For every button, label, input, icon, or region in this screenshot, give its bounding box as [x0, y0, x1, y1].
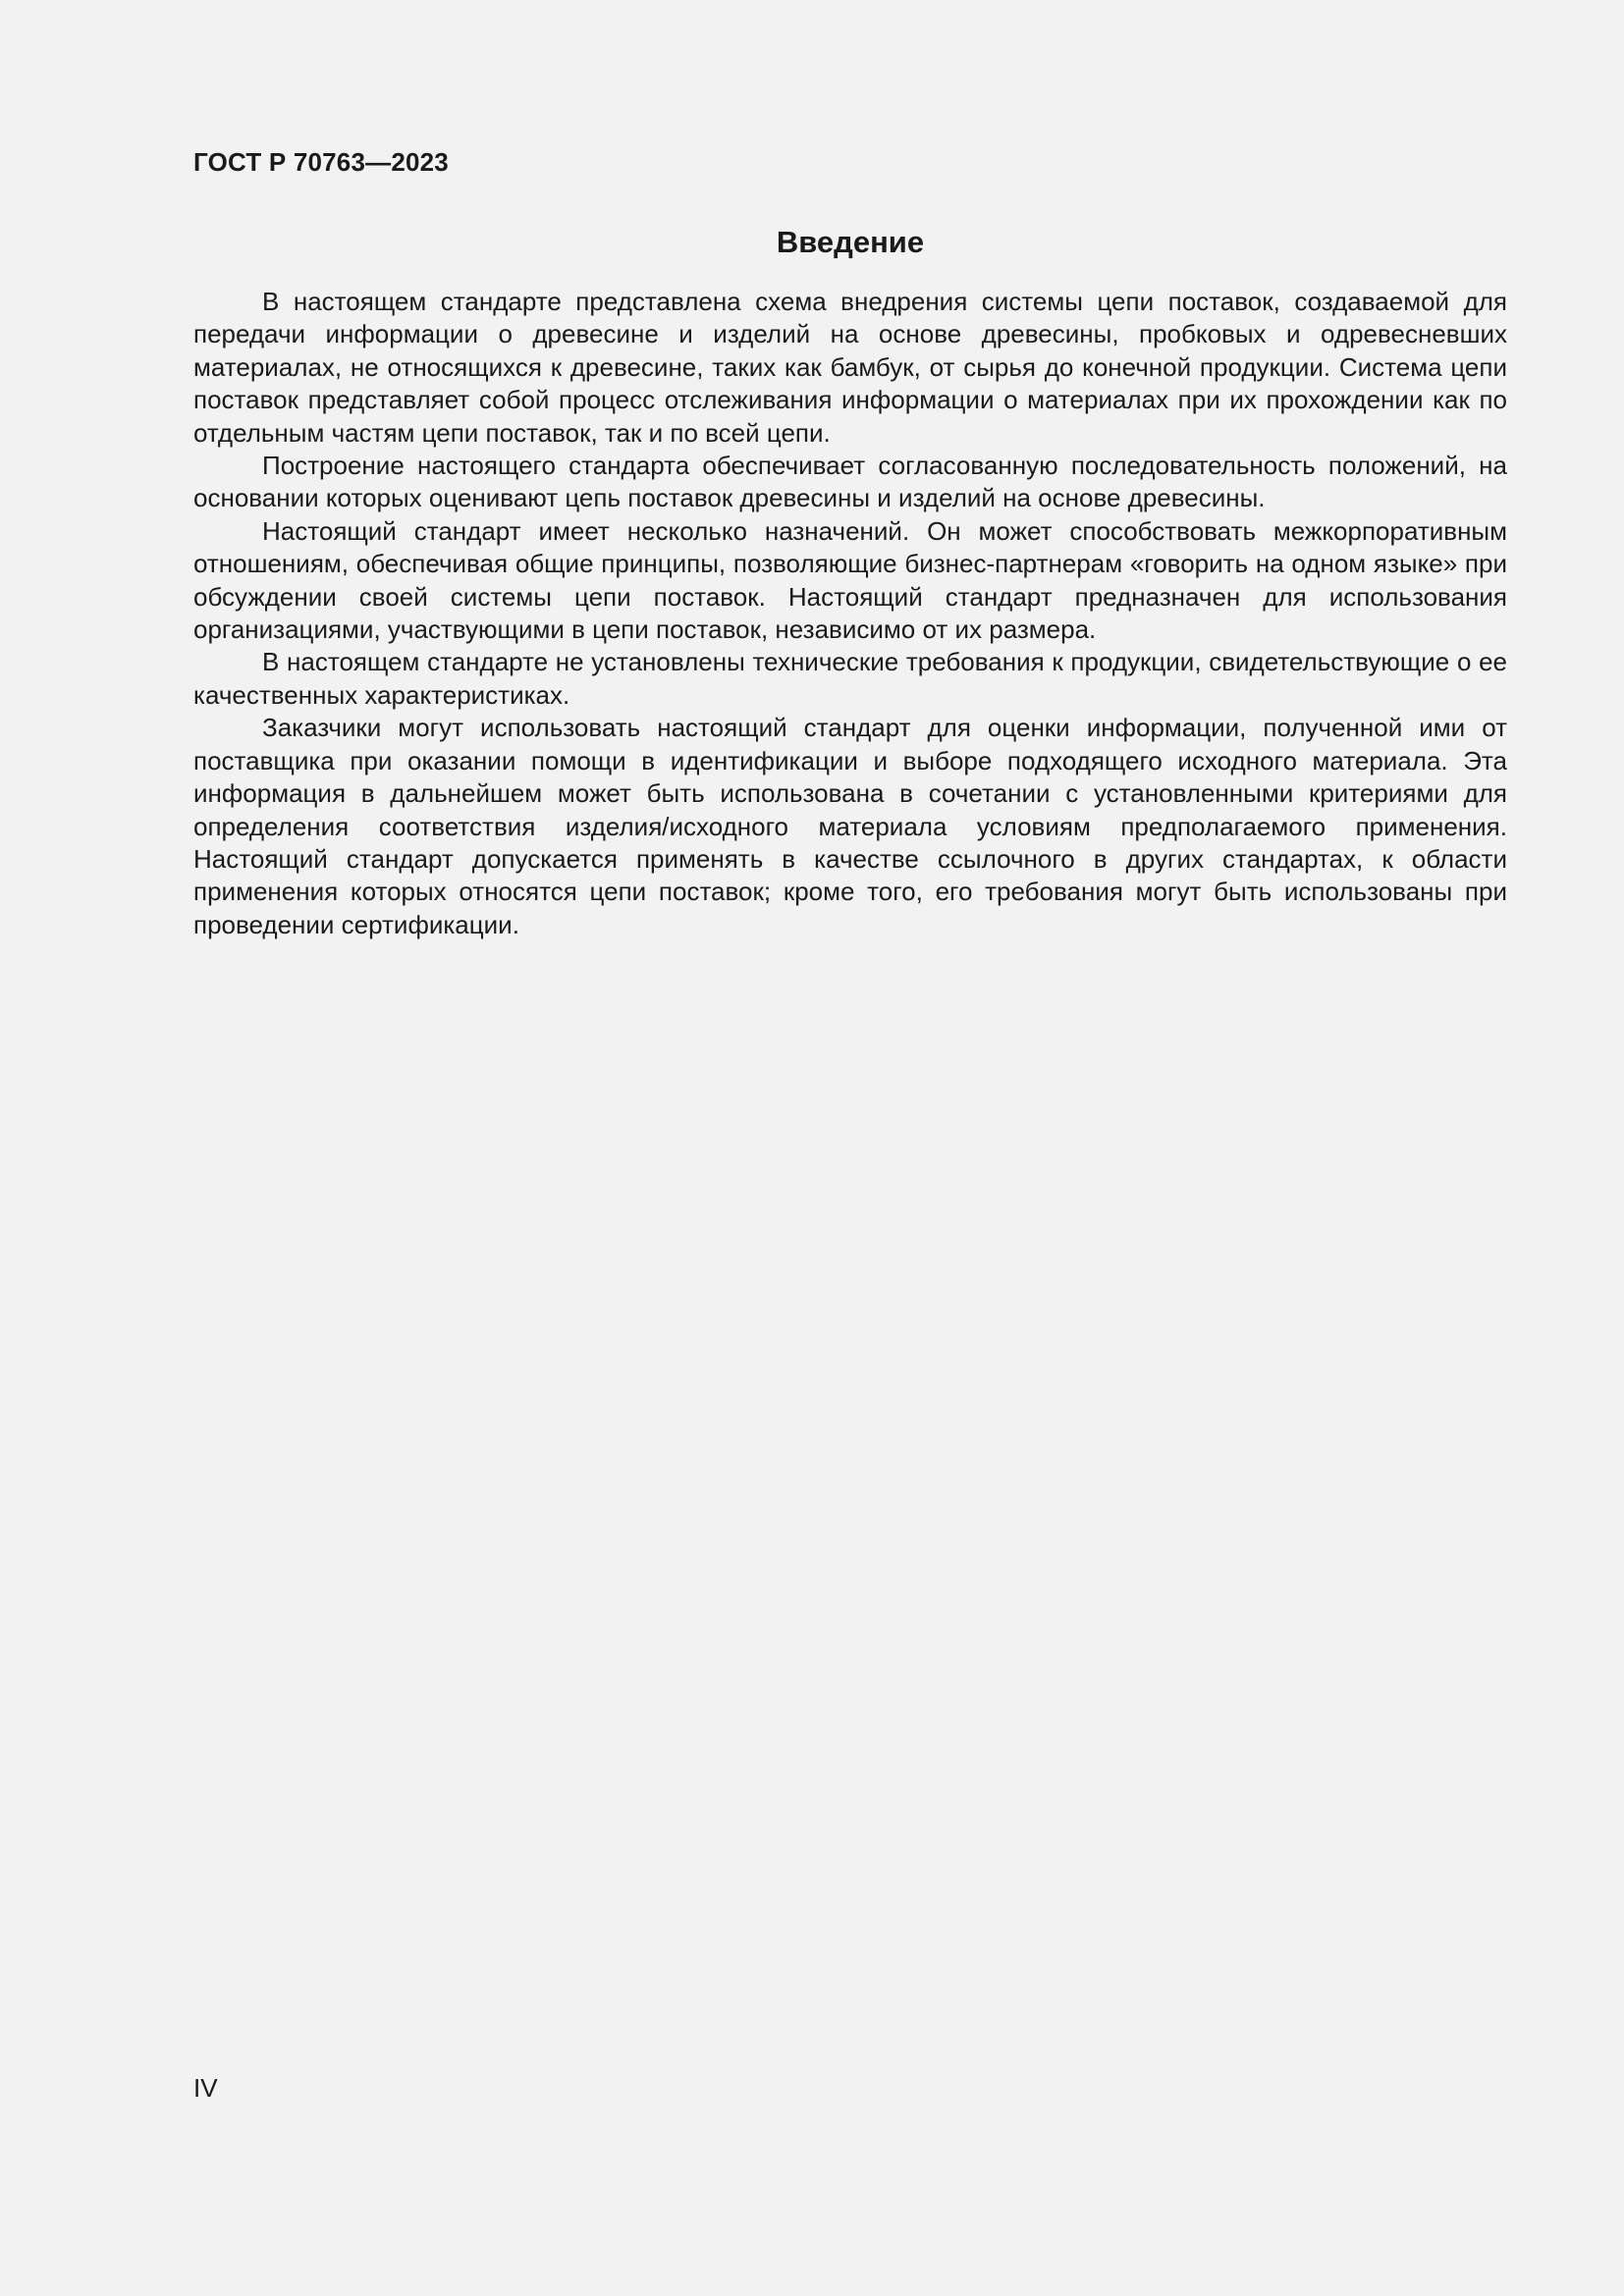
paragraph: В настоящем стандарте не установлены технические требования к продукции, свидетельствующие о ее качественных характеристиках. [193, 647, 1507, 710]
paragraph: Настоящий стандарт имеет несколько назначений. Он может способствовать межкорпоративным отношениям, обеспечивая общие принципы, позволяющие бизнес-партнерам «говорить на одном языке» при обсуждении своей системы цепи поставок. Настоящий стандарт предназначен для использования организациями, участвующими в цепи поставок, независимо от их размера. [193, 515, 1507, 645]
body-text [193, 286, 1507, 941]
document-id: ГОСТ Р 70763—2023 [193, 147, 449, 177]
paragraph: В настоящем стандарте представлена схема внедрения системы цепи поставок, создаваемой для передачи информации о древесине и изделий на основе древесины, пробковых и одревесневших материалах, не относящихся к древесине, таких как бамбук, от сырья до конечной продукции. Система цепи поставок представляет собой процесс отслеживания информации о материалах при их прохождении как по отдельным частям цепи поставок, так и по всей цепи. [193, 287, 1507, 448]
page-number: IV [193, 2073, 218, 2103]
section-title: Введение [776, 225, 925, 259]
paragraph: Построение настоящего стандарта обеспечивает согласованную последовательность положений, на основании которых оценивают цепь поставок древесины и изделий на основе древесины. [193, 451, 1507, 513]
paragraph: Заказчики могут использовать настоящий стандарт для оценки информации, полученной ими от поставщика при оказании помощи в идентификации и выборе подходящего исходного материала. Эта информация в дальнейшем может быть использована в сочетании с установленными критериями для определения соответствия изделия/исходного материала условиям предполагаемого применения. Настоящий стандарт допускается применять в качестве ссылочного в других стандартах, к области применения которых относятся цепи поставок; кроме того, его требования могут быть использованы при проведении сертификации. [193, 713, 1507, 939]
